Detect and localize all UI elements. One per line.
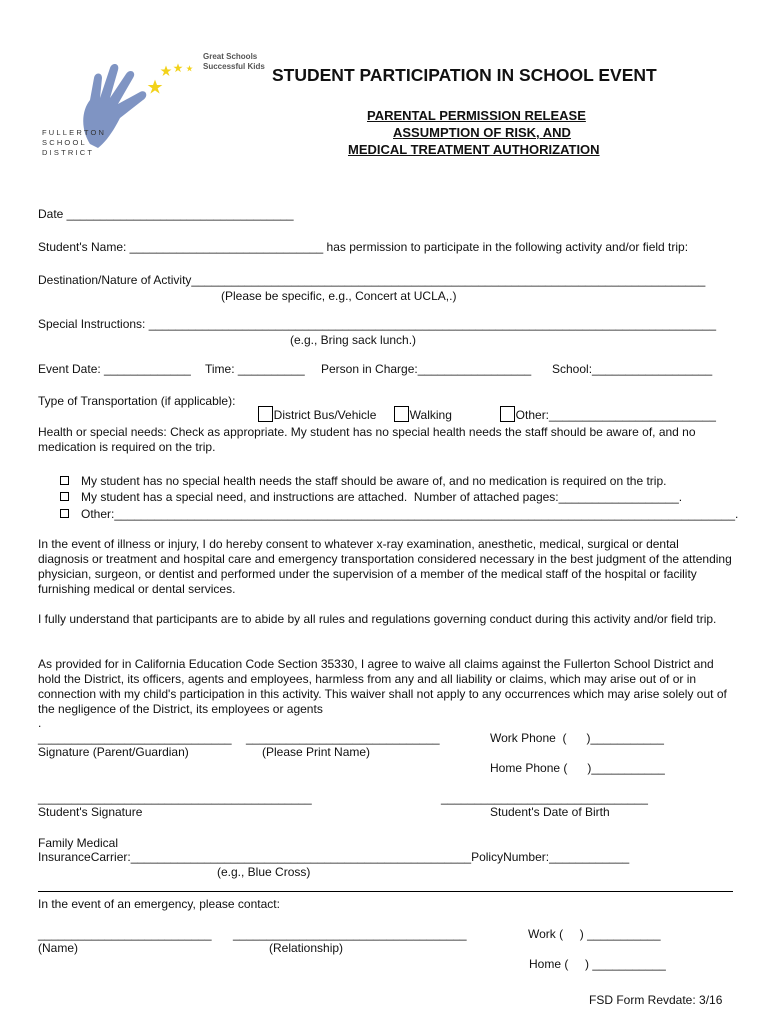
transport-walking-checkbox[interactable] <box>394 406 409 422</box>
school-field[interactable]: School:__________________ <box>552 362 713 376</box>
health-option-1-checkbox[interactable] <box>60 476 69 485</box>
health-option-1[interactable] <box>60 474 666 488</box>
insurance-hint: (e.g., Blue Cross) <box>217 865 311 879</box>
transport-walking-option[interactable] <box>387 392 452 422</box>
parent-signature-label: Signature (Parent/Guardian) <box>38 745 189 759</box>
special-instructions-field[interactable]: Special Instructions: _____________________________________________________________________________________ <box>38 317 716 331</box>
rules-paragraph: I fully understand that participants are to abide by all rules and regulations governing conduct during this activity and/or field trip. <box>38 612 717 626</box>
student-signature-label: Student's Signature <box>38 805 143 819</box>
section-divider <box>38 891 733 892</box>
star-icon <box>186 65 193 72</box>
form-revision-date: FSD Form Revdate: 3/16 <box>589 993 723 1007</box>
transport-bus-label: District Bus/Vehicle <box>273 408 377 422</box>
special-instructions-hint: (e.g., Bring sack lunch.) <box>290 333 417 347</box>
emergency-work-phone[interactable]: Work ( ) ___________ <box>528 927 661 941</box>
transport-other-option[interactable] <box>493 392 716 422</box>
logo-name-line2: SCHOOL <box>42 138 87 147</box>
consent-paragraph: In the event of illness or injury, I do hereby consent to whatever x-ray examination, anesthetic, medical, surgical or dental diagnosis or treatment and hospital care and emergency transportation considered necessary in the best judgment of the attending physician, surgeon, or dentist and performed under the supervision of a member of the medical staff of the hospital or facility furnishing medical or dental services. <box>38 537 732 596</box>
emergency-relationship-label: (Relationship) <box>269 941 344 955</box>
transportation-label: Type of Transportation (if applicable): <box>38 394 236 408</box>
emergency-relationship-line[interactable]: ___________________________________ <box>233 927 467 941</box>
student-signature-line[interactable]: _________________________________________ <box>38 791 312 805</box>
form-subtitle-2: ASSUMPTION OF RISK, AND <box>393 125 571 140</box>
health-option-2-label: My student has a special need, and instructions are attached. Number of attached pages:__________________. <box>81 490 683 504</box>
destination-field[interactable]: Destination/Nature of Activity_____________________________________________________________________________ <box>38 273 706 287</box>
print-name-line[interactable]: _____________________________ <box>246 731 440 745</box>
form-subtitle-3: MEDICAL TREATMENT AUTHORIZATION <box>348 142 600 157</box>
student-name-field[interactable]: Student's Name: _____________________________ has permission to participate in the following activity and/or field trip: <box>38 240 689 254</box>
time-field[interactable]: Time: __________ <box>205 362 305 376</box>
destination-hint: (Please be specific, e.g., Concert at UCLA,.) <box>221 289 457 303</box>
logo-district-name <box>42 128 106 158</box>
work-phone-field[interactable]: Work Phone ( )___________ <box>490 731 664 745</box>
form-title: STUDENT PARTICIPATION IN SCHOOL EVENT <box>272 65 657 85</box>
transport-other-label: Other:_________________________ <box>515 408 716 422</box>
transport-other-checkbox[interactable] <box>500 406 515 422</box>
emergency-intro: In the event of an emergency, please contact: <box>38 897 280 911</box>
waiver-paragraph: As provided for in California Education Code Section 35330, I agree to waive all claims against the Fullerton School District and hold the District, its officers, agents and employees, harmless from any and all liability or claims, which may arise out of or in connection with my child's participation in this activity. This waiver shall not apply to any occurrences which may arise solely out of the negligence of the District, its employees or agents <box>38 657 727 716</box>
print-name-label: (Please Print Name) <box>262 745 371 759</box>
health-option-2[interactable] <box>60 490 682 504</box>
transport-bus-checkbox[interactable] <box>258 406 273 422</box>
health-option-2-checkbox[interactable] <box>60 492 69 501</box>
health-option-3-label: Other:_____________________________________________________________________________________________. <box>81 507 739 521</box>
date-field[interactable]: Date __________________________________ <box>38 207 294 221</box>
district-logo <box>40 48 270 158</box>
logo-tagline <box>203 52 265 72</box>
event-date-field[interactable]: Event Date: _____________ <box>38 362 191 376</box>
health-option-3[interactable] <box>60 507 738 521</box>
emergency-name-label: (Name) <box>38 941 79 955</box>
student-dob-label: Student's Date of Birth <box>490 805 610 819</box>
transport-walking-label: Walking <box>409 408 452 422</box>
star-icon <box>160 65 172 77</box>
parent-signature-line[interactable]: _____________________________ <box>38 731 232 745</box>
person-in-charge-field[interactable]: Person in Charge:_________________ <box>321 362 532 376</box>
transport-bus-option[interactable] <box>251 392 376 422</box>
logo-tagline-line2: Successful Kids <box>203 62 265 71</box>
logo-name-line3: DISTRICT <box>42 148 95 157</box>
emergency-name-line[interactable]: __________________________ <box>38 927 212 941</box>
star-icon <box>173 63 183 73</box>
stray-period: . <box>38 716 42 730</box>
form-subtitle-1: PARENTAL PERMISSION RELEASE <box>367 108 586 123</box>
logo-name-line1: FULLERTON <box>42 128 107 137</box>
star-icon <box>147 79 163 95</box>
home-phone-field[interactable]: Home Phone ( )___________ <box>490 761 665 775</box>
logo-tagline-line1: Great Schools <box>203 52 258 61</box>
insurance-carrier-field[interactable]: InsuranceCarrier:___________________________________________________PolicyNumber:____________ <box>38 850 630 864</box>
insurance-label-line1: Family Medical <box>38 836 119 850</box>
emergency-home-phone[interactable]: Home ( ) ___________ <box>529 957 666 971</box>
student-dob-line[interactable]: _______________________________ <box>441 791 648 805</box>
health-option-1-label: My student has no special health needs the staff should be aware of, and no medication is required on the trip. <box>81 474 667 488</box>
health-intro: Health or special needs: Check as appropriate. My student has no special health needs the staff should be aware of, and no medication is required on the trip. <box>38 425 696 454</box>
health-option-3-checkbox[interactable] <box>60 509 69 518</box>
